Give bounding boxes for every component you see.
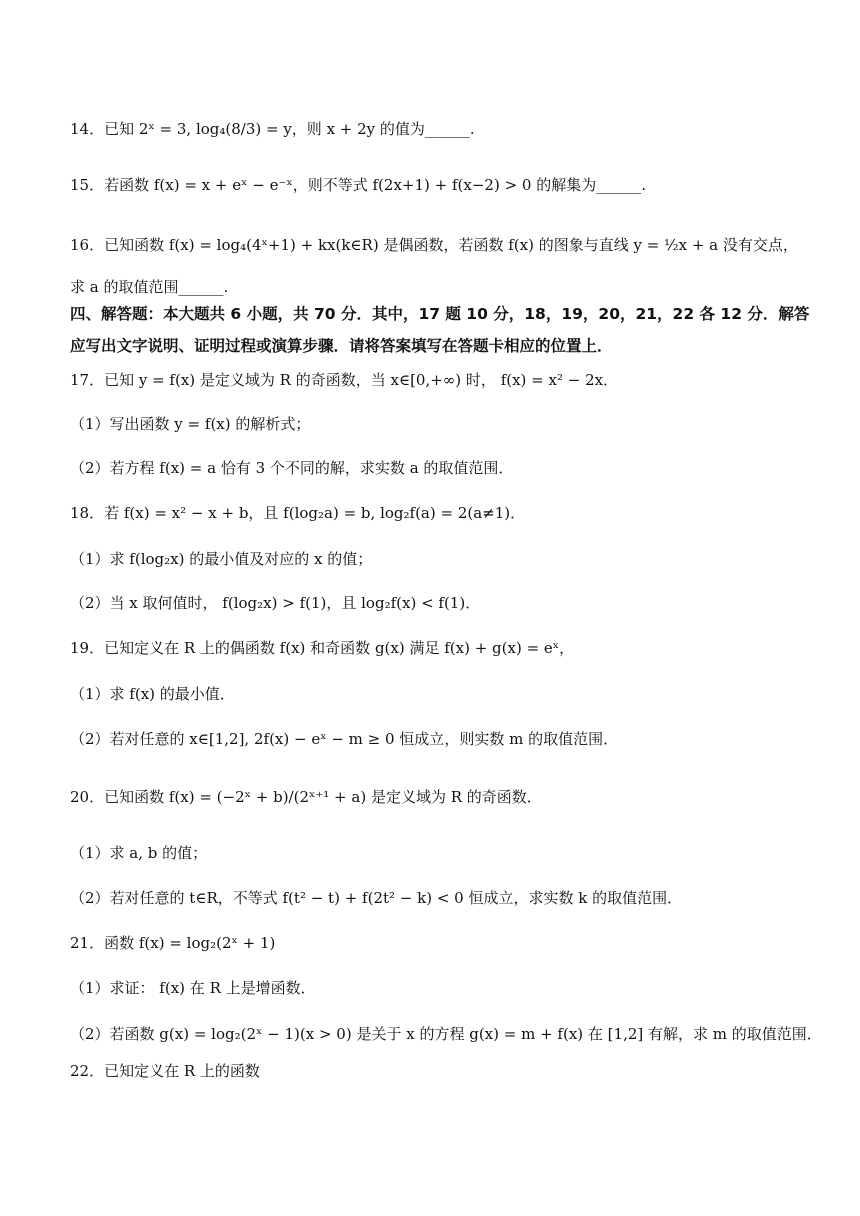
problem-17-part-1: （1）写出函数 y = f(x) 的解析式； bbox=[70, 415, 311, 433]
problem-22: 22．已知定义在 R 上的函数 bbox=[70, 1062, 260, 1080]
problem-19: 19．已知定义在 R 上的偶函数 f(x) 和奇函数 g(x) 满足 f(x) + g(x) = eˣ， bbox=[70, 639, 575, 657]
question-16: 16．已知函数 f(x) = log₄(4ˣ+1) + kx(k∈R) 是偶函数，若函数 f(x) 的图象与直线 y = ½x + a 没有交点， bbox=[70, 236, 798, 254]
problem-17-part-2: （2）若方程 f(x) = a 恰有 3 个不同的解，求实数 a 的取值范围． bbox=[70, 459, 514, 477]
problem-21-part-2: （2）若函数 g(x) = log₂(2ˣ − 1)(x > 0) 是关于 x 的方程 g(x) = m + f(x) 在 [1,2] 有解，求 m 的取值范围． bbox=[70, 1025, 822, 1043]
problem-18: 18．若 f(x) = x² − x + b，且 f(log₂a) = b, log₂f(a) = 2(a≠1)． bbox=[70, 504, 526, 522]
problem-20: 20．已知函数 f(x) = (−2ˣ + b)/(2ˣ⁺¹ + a) 是定义域为 R 的奇函数． bbox=[70, 788, 542, 806]
problem-17: 17．已知 y = f(x) 是定义域为 R 的奇函数，当 x∈[0,+∞) 时， f(x) = x² − 2x． bbox=[70, 371, 619, 389]
problem-20-part-1: （1）求 a, b 的值； bbox=[70, 844, 208, 862]
problem-19-part-2: （2）若对任意的 x∈[1,2], 2f(x) − eˣ − m ≥ 0 恒成立，则实数 m 的取值范围． bbox=[70, 730, 619, 748]
question-14: 14．已知 2ˣ = 3, log₄(8/3) = y，则 x + 2y 的值为______. bbox=[70, 120, 475, 138]
section-4-heading: 四、解答题：本大题共 6 小题，共 70 分．其中，17 题 10 分，18，19，20，21，22 各 12 分．解答应写出文字说明、证明过程或演算步骤．请将答案填写在答题卡相应的位置上． bbox=[70, 305, 810, 355]
question-15: 15．若函数 f(x) = x + eˣ − e⁻ˣ，则不等式 f(2x+1) + f(x−2) > 0 的解集为______. bbox=[70, 176, 646, 194]
problem-21: 21．函数 f(x) = log₂(2ˣ + 1) bbox=[70, 934, 276, 952]
problem-19-part-1: （1）求 f(x) 的最小值． bbox=[70, 685, 235, 703]
problem-20-part-2: （2）若对任意的 t∈R，不等式 f(t² − t) + f(2t² − k) < 0 恒成立，求实数 k 的取值范围． bbox=[70, 889, 683, 907]
problem-21-part-1: （1）求证： f(x) 在 R 上是增函数． bbox=[70, 979, 316, 997]
problem-18-part-1: （1）求 f(log₂x) 的最小值及对应的 x 的值； bbox=[70, 550, 373, 568]
problem-18-part-2: （2）当 x 取何值时， f(log₂x) > f(1)，且 log₂f(x) < f(1)． bbox=[70, 594, 481, 612]
question-16-cont: 求 a 的取值范围______. bbox=[70, 278, 229, 296]
